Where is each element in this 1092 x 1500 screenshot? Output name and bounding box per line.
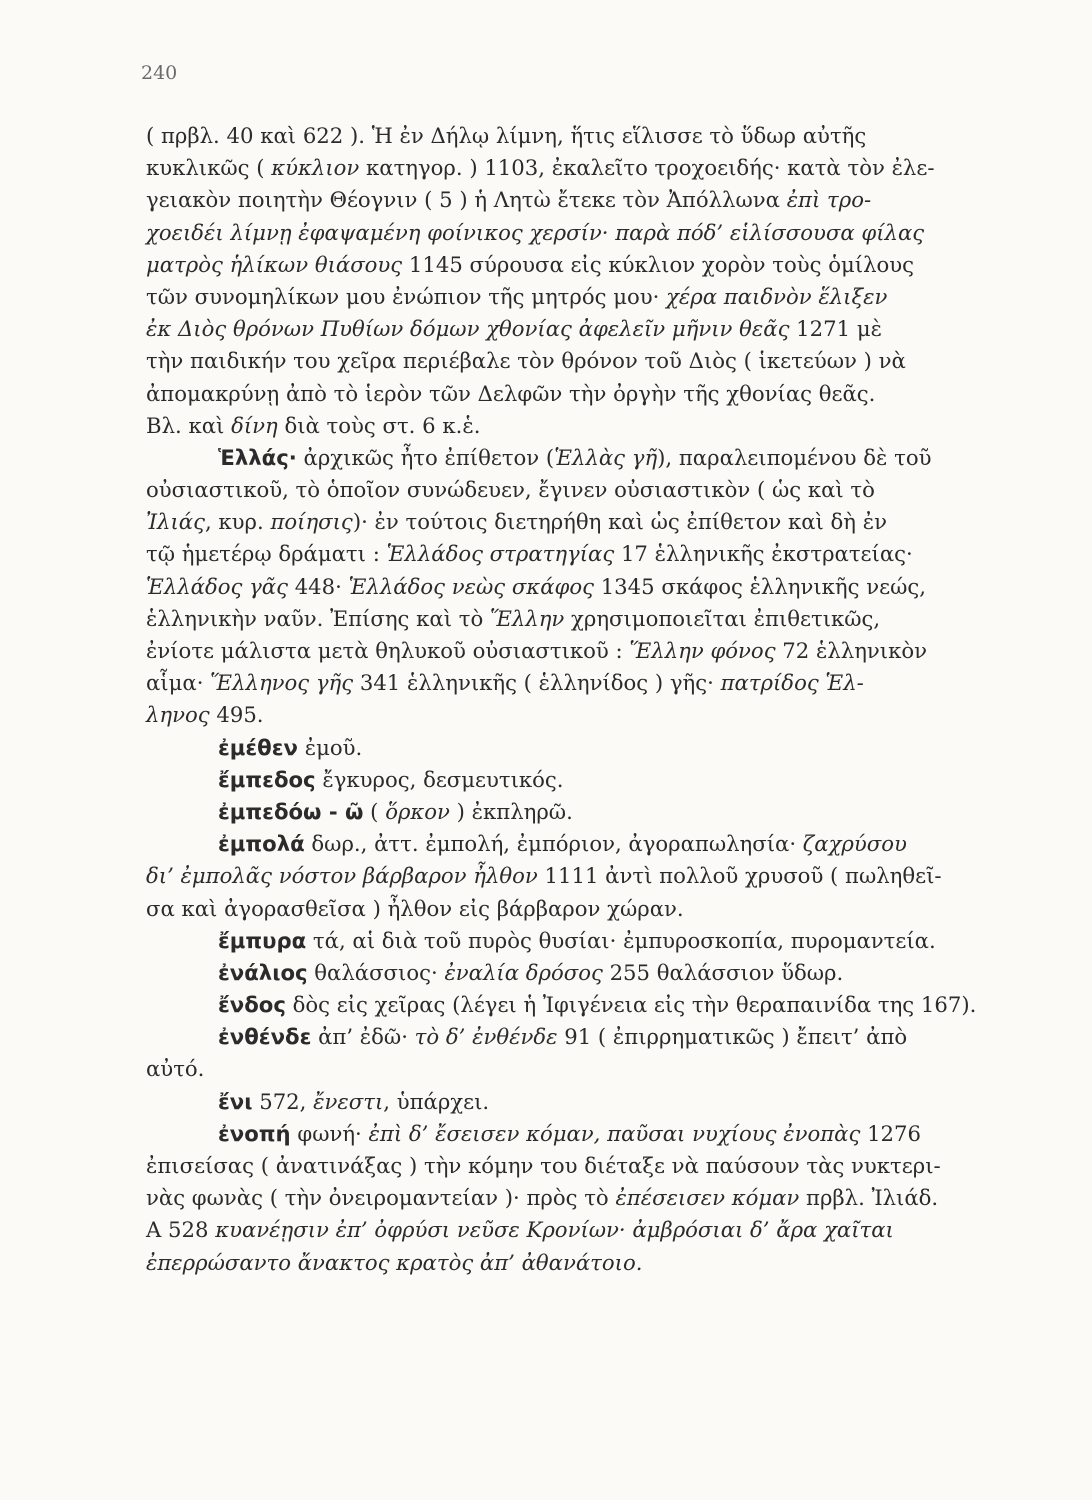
- headword: ἔνδος: [218, 992, 286, 1018]
- entry-line: [146, 764, 1026, 796]
- italic-quote: χοειδέι λίμνῃ ἐφαψαμένη φοίνικος χερσίν· παρὰ πόδ’ εἱλίσσουσα φίλας: [146, 219, 925, 245]
- text-run: ἀπομακρύνῃ ἀπὸ τὸ ἱερὸν τῶν Δελφῶν τὴν ὀργὴν τῆς χθονίας θεᾶς.: [146, 380, 876, 406]
- text-run: ἐπισείσας ( ἀνατινάξας ) τὴν κόμην του διέταξε νὰ παύσουν τὰς νυκτερι-: [146, 1153, 941, 1178]
- text-line: [146, 474, 1026, 506]
- italic-quote: χέρα παιδνὸν ἕλιξεν: [666, 283, 888, 309]
- text-run: 1345 σκάφος ἑλληνικῆς νεώς,: [593, 573, 926, 599]
- text-run: Α 528: [146, 1217, 216, 1243]
- text-line: [146, 538, 1026, 570]
- italic-quote: Ἑλλάδος νεὼς σκάφος: [348, 573, 594, 599]
- headword: Ἑλλάς·: [218, 444, 297, 470]
- text-run: 341 ἑλληνικῆς ( ἑλληνίδος ) γῆς·: [353, 670, 721, 696]
- text-line: [146, 378, 1026, 410]
- italic-quote: ὅρκον: [385, 798, 450, 824]
- text-line: [146, 1053, 1026, 1085]
- text-run: 572,: [252, 1088, 314, 1114]
- text-run: φωνή·: [290, 1120, 369, 1146]
- text-line: [146, 506, 1026, 538]
- italic-quote: Ἑλλὰς γῆ: [554, 444, 658, 470]
- headword: ἐμπολά: [218, 831, 305, 857]
- text-line: [146, 603, 1026, 635]
- text-run: ἀρχικῶς ἦτο ἐπίθετον (: [296, 444, 555, 470]
- text-run: 1276: [860, 1120, 921, 1146]
- text-run: νὰς φωνὰς ( τὴν ὀνειρομαντείαν )· πρὸς τὸ: [146, 1185, 616, 1211]
- italic-quote: Ἕλληνος γῆς: [210, 670, 354, 696]
- italic-quote: ἐκ Διὸς θρόνων Πυθίων δόμων χθονίας ἀφελεῖν μῆνιν θεᾶς: [146, 316, 790, 342]
- text-run: 255 θαλάσσιον ὕδωρ.: [602, 959, 844, 985]
- entry-line: [146, 1118, 1026, 1150]
- text-run: 448·: [287, 573, 349, 599]
- headword: ἐνοπή: [218, 1120, 291, 1146]
- dictionary-text: [146, 120, 1026, 1279]
- text-line: [146, 1247, 1026, 1279]
- italic-quote: ἐπὶ τρο-: [786, 187, 872, 213]
- text-line: [146, 635, 1026, 667]
- text-line: [146, 1214, 1026, 1246]
- text-run: ἑλληνικὴν ναῦν. Ἐπίσης καὶ τὸ: [146, 605, 490, 631]
- entry-line: [146, 957, 1026, 989]
- text-run: κυκλικῶς (: [146, 155, 272, 181]
- text-run: , κυρ.: [204, 509, 271, 535]
- italic-quote: ληνος: [146, 702, 210, 728]
- text-run: δωρ., ἀττ. ἐμπολή, ἐμπόριον, ἀγοραπωλησία·: [304, 831, 803, 857]
- text-run: χρησιμοποιεῖται ἐπιθετικῶς,: [564, 605, 881, 631]
- italic-quote: κυανέῃσιν ἐπ’ ὀφρύσι νεῦσε Κρονίων· ἀμβρόσιαι δ’ ἄρα χαῖται: [215, 1217, 894, 1243]
- italic-quote: ζαχρύσου: [802, 831, 907, 857]
- text-run: Βλ. καὶ: [146, 412, 232, 438]
- text-run: τά, αἱ διὰ τοῦ πυρὸς θυσίαι· ἐμπυροσκοπία, πυρομαντεία.: [306, 927, 936, 953]
- text-run: ἔγκυρος, δεσμευτικός.: [315, 766, 564, 792]
- italic-quote: Ἰλιάς: [146, 509, 205, 535]
- text-run: ), παραλειπομένου δὲ τοῦ: [657, 444, 932, 470]
- text-run: , ὑπάρχει.: [383, 1088, 490, 1114]
- text-run: οὐσιαστικοῦ, τὸ ὁποῖον συνώδευεν, ἔγινεν οὐσιαστικὸν ( ὡς καὶ τὸ: [146, 477, 875, 503]
- italic-quote: ἐναλία δρόσος: [444, 959, 603, 985]
- text-run: 17 ἑλληνικῆς ἐκστρατείας·: [614, 541, 913, 567]
- headword: ἔμπυρα: [218, 927, 307, 953]
- headword: ἐμπεδόω - ῶ: [218, 798, 364, 824]
- italic-quote: ποίησις: [270, 509, 353, 535]
- text-run: θαλάσσιος·: [307, 959, 445, 985]
- text-line: [146, 699, 1026, 731]
- italic-quote: τὸ δ’ ἐνθένδε: [414, 1024, 558, 1050]
- italic-quote: ματρὸς ἡλίκων θιάσους: [146, 251, 403, 277]
- text-run: αἷμα·: [146, 670, 211, 696]
- text-line: [146, 281, 1026, 313]
- text-run: δὸς εἰς χεῖρας (λέγει ἡ Ἰφιγένεια εἰς τὴν θεραπαινίδα της 167).: [285, 992, 977, 1018]
- text-line: [146, 571, 1026, 603]
- text-line: [146, 120, 1026, 152]
- text-run: 1271 μὲ: [789, 316, 882, 342]
- text-run: 495.: [209, 702, 264, 728]
- text-line: [146, 667, 1026, 699]
- text-line: [146, 1182, 1026, 1214]
- text-run: αὐτό.: [146, 1056, 205, 1082]
- italic-quote: Ἕλλην φόνος: [629, 638, 776, 663]
- headword: ἔνι: [218, 1088, 253, 1114]
- text-run: κατηγορ. ) 1103, ἐκαλεῖτο τροχοειδής· κατὰ τὸν ἐλε-: [359, 155, 935, 181]
- entry-line: [146, 732, 1026, 764]
- text-run: τὴν παιδικήν του χεῖρα περιέβαλε τὸν θρόνον τοῦ Διὸς ( ἱκετεύων ) νὰ: [146, 348, 906, 374]
- text-run: (: [363, 798, 386, 824]
- italic-quote: ἐπερρώσαντο ἄνακτος κρατὸς ἀπ’ ἀθανάτοιο.: [146, 1249, 643, 1275]
- entry-line: [146, 989, 1026, 1021]
- text-run: ἀπ’ ἐδῶ·: [311, 1024, 415, 1050]
- entry-line: [146, 442, 1026, 474]
- text-run: διὰ τοὺς στ. 6 κ.ἑ.: [277, 412, 481, 438]
- text-run: ( πρβλ. 40 καὶ 622 ). Ἡ ἐν Δήλῳ λίμνη, ἥτις εἵλισσε τὸ ὕδωρ αὐτῆς: [146, 123, 867, 148]
- italic-quote: δι’ ἐμπολᾶς νόστον βάρβαρον ἦλθον: [146, 863, 538, 889]
- text-run: πρβλ. Ἰλιάδ.: [799, 1185, 939, 1211]
- text-line: [146, 860, 1026, 892]
- text-line: [146, 217, 1026, 249]
- text-line: [146, 184, 1026, 216]
- text-line: [146, 893, 1026, 925]
- entry-line: [146, 828, 1026, 860]
- text-run: γειακὸν ποιητὴν Θέογνιν ( 5 ) ἡ Λητὼ ἔτεκε τὸν Ἀπόλλωνα: [146, 187, 787, 213]
- text-run: )· ἐν τούτοις διετηρήθη καὶ ὡς ἐπίθετον καὶ δὴ ἐν: [352, 509, 887, 535]
- text-run: τῶν συνομηλίκων μου ἐνώπιον τῆς μητρός μου·: [146, 283, 667, 309]
- text-line: [146, 345, 1026, 377]
- italic-quote: ἐπέσεισεν κόμαν: [615, 1185, 800, 1211]
- entry-line: [146, 796, 1026, 828]
- text-run: 72 ἑλληνικὸν: [775, 638, 927, 663]
- text-line: [146, 152, 1026, 184]
- italic-quote: δίνη: [231, 412, 278, 438]
- text-run: τῷ ἡμετέρῳ δράματι :: [146, 541, 387, 567]
- italic-quote: Ἕλλην: [489, 605, 565, 631]
- entry-line: [146, 925, 1026, 957]
- text-run: ) ἐκπληρῶ.: [449, 798, 573, 824]
- text-run: 1145 σύρουσα εἰς κύκλιον χορὸν τοὺς ὁμίλους: [402, 251, 915, 277]
- text-line: [146, 249, 1026, 281]
- italic-quote: ἔνεστι: [313, 1088, 384, 1114]
- headword: ἐμέθεν: [218, 734, 298, 760]
- text-line: [146, 313, 1026, 345]
- text-line: [146, 410, 1026, 442]
- text-run: σα καὶ ἀγορασθεῖσα ) ἦλθον εἰς βάρβαρον χώραν.: [146, 895, 684, 921]
- text-run: ἐνίοτε μάλιστα μετὰ θηλυκοῦ οὐσιαστικοῦ :: [146, 638, 630, 663]
- headword: ἐνάλιος: [218, 959, 308, 985]
- headword: ἐνθένδε: [218, 1024, 312, 1050]
- headword: ἔμπεδος: [218, 766, 316, 792]
- text-line: [146, 1150, 1026, 1182]
- italic-quote: Ἑλλάδος στρατηγίας: [386, 541, 615, 567]
- italic-quote: πατρίδος Ἑλ-: [720, 670, 864, 696]
- italic-quote: ἐπὶ δ’ ἔσεισεν κόμαν, παῦσαι νυχίους ἐνοπὰς: [368, 1120, 861, 1146]
- text-run: ἐμοῦ.: [297, 734, 363, 760]
- page-number: 240: [141, 62, 178, 84]
- text-run: 1111 ἀντὶ πολλοῦ χρυσοῦ ( πωληθεῖ-: [537, 863, 942, 889]
- entry-line: [146, 1086, 1026, 1118]
- italic-quote: Ἑλλάδος γᾶς: [146, 573, 288, 599]
- italic-quote: κύκλιον: [271, 155, 360, 181]
- text-run: 91 ( ἐπιρρηματικῶς ) ἔπειτ’ ἀπὸ: [557, 1024, 908, 1050]
- entry-line: [146, 1021, 1026, 1053]
